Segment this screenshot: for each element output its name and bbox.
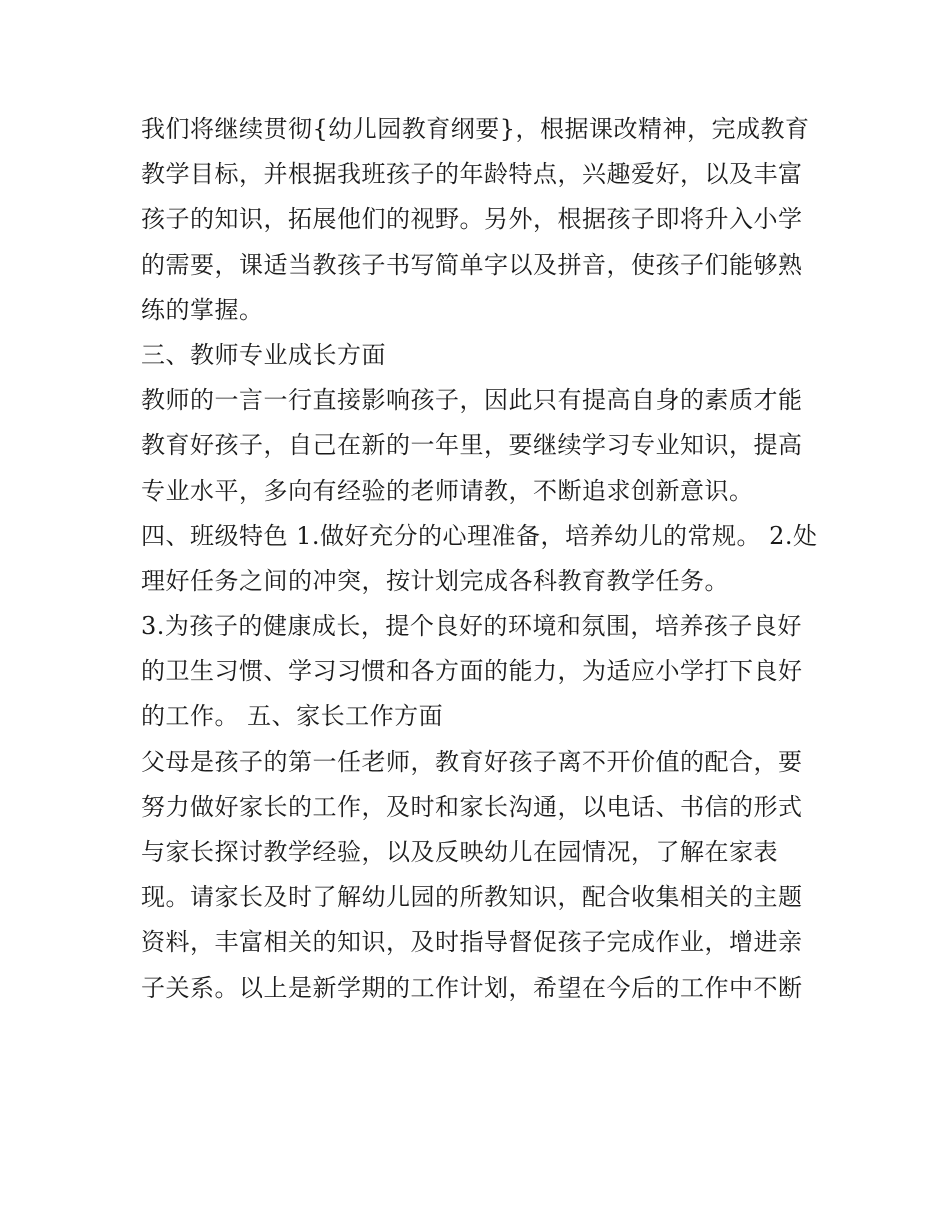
text-line: 理好任务之间的冲突，按计划完成各科教育教学任务。: [141, 566, 729, 595]
text-line: 子关系。以上是新学期的工作计划，希望在今后的工作中不断: [141, 973, 803, 1002]
text-line: 的工作。 五、家长工作方面: [141, 702, 444, 731]
text-line: 练的掌握。: [141, 295, 264, 324]
text-line: 现。请家长及时了解幼儿园的所教知识，配合收集相关的主题: [141, 883, 803, 912]
text-line: 教师的一言一行直接影响孩子，因此只有提高自身的素质才能: [141, 386, 803, 415]
text-line: 与家长探讨教学经验，以及反映幼儿在园情况，了解在家表: [141, 838, 778, 866]
text-line: 教学目标，并根据我班孩子的年龄特点，兴趣爱好，以及丰富: [141, 160, 803, 189]
text-line: 的卫生习惯、学习习惯和各方面的能力，为适应小学打下良好: [141, 657, 803, 686]
text-line: 的需要，课适当教孩子书写简单字以及拼音，使孩子们能够熟: [141, 250, 803, 279]
text-line: 资料，丰富相关的知识，及时指导督促孩子完成作业，增进亲: [141, 928, 803, 957]
text-line: 教育好孩子，自己在新的一年里，要继续学习专业知识，提高: [141, 431, 803, 460]
text-line: 专业水平，多向有经验的老师请教，不断追求创新意识。: [141, 476, 754, 505]
text-line: 3.为孩子的健康成长，提个良好的环境和氛围，培养孩子良好: [141, 612, 802, 641]
section-heading: 三、教师专业成长方面: [141, 340, 386, 369]
text-line: 我们将继续贯彻{幼儿园教育纲要}，根据课改精神，完成教育: [141, 115, 810, 143]
text-line: 父母是孩子的第一任老师，教育好孩子离不开价值的配合，要: [141, 747, 803, 776]
text-line: 孩子的知识，拓展他们的视野。另外，根据孩子即将升入小学: [141, 205, 803, 234]
text-line: 努力做好家长的工作，及时和家长沟通，以电话、书信的形式: [141, 792, 803, 821]
document-body: [141, 107, 831, 1011]
text-line: 四、班级特色 1.做好充分的心理准备，培养幼儿的常规。 2.处: [141, 521, 818, 550]
